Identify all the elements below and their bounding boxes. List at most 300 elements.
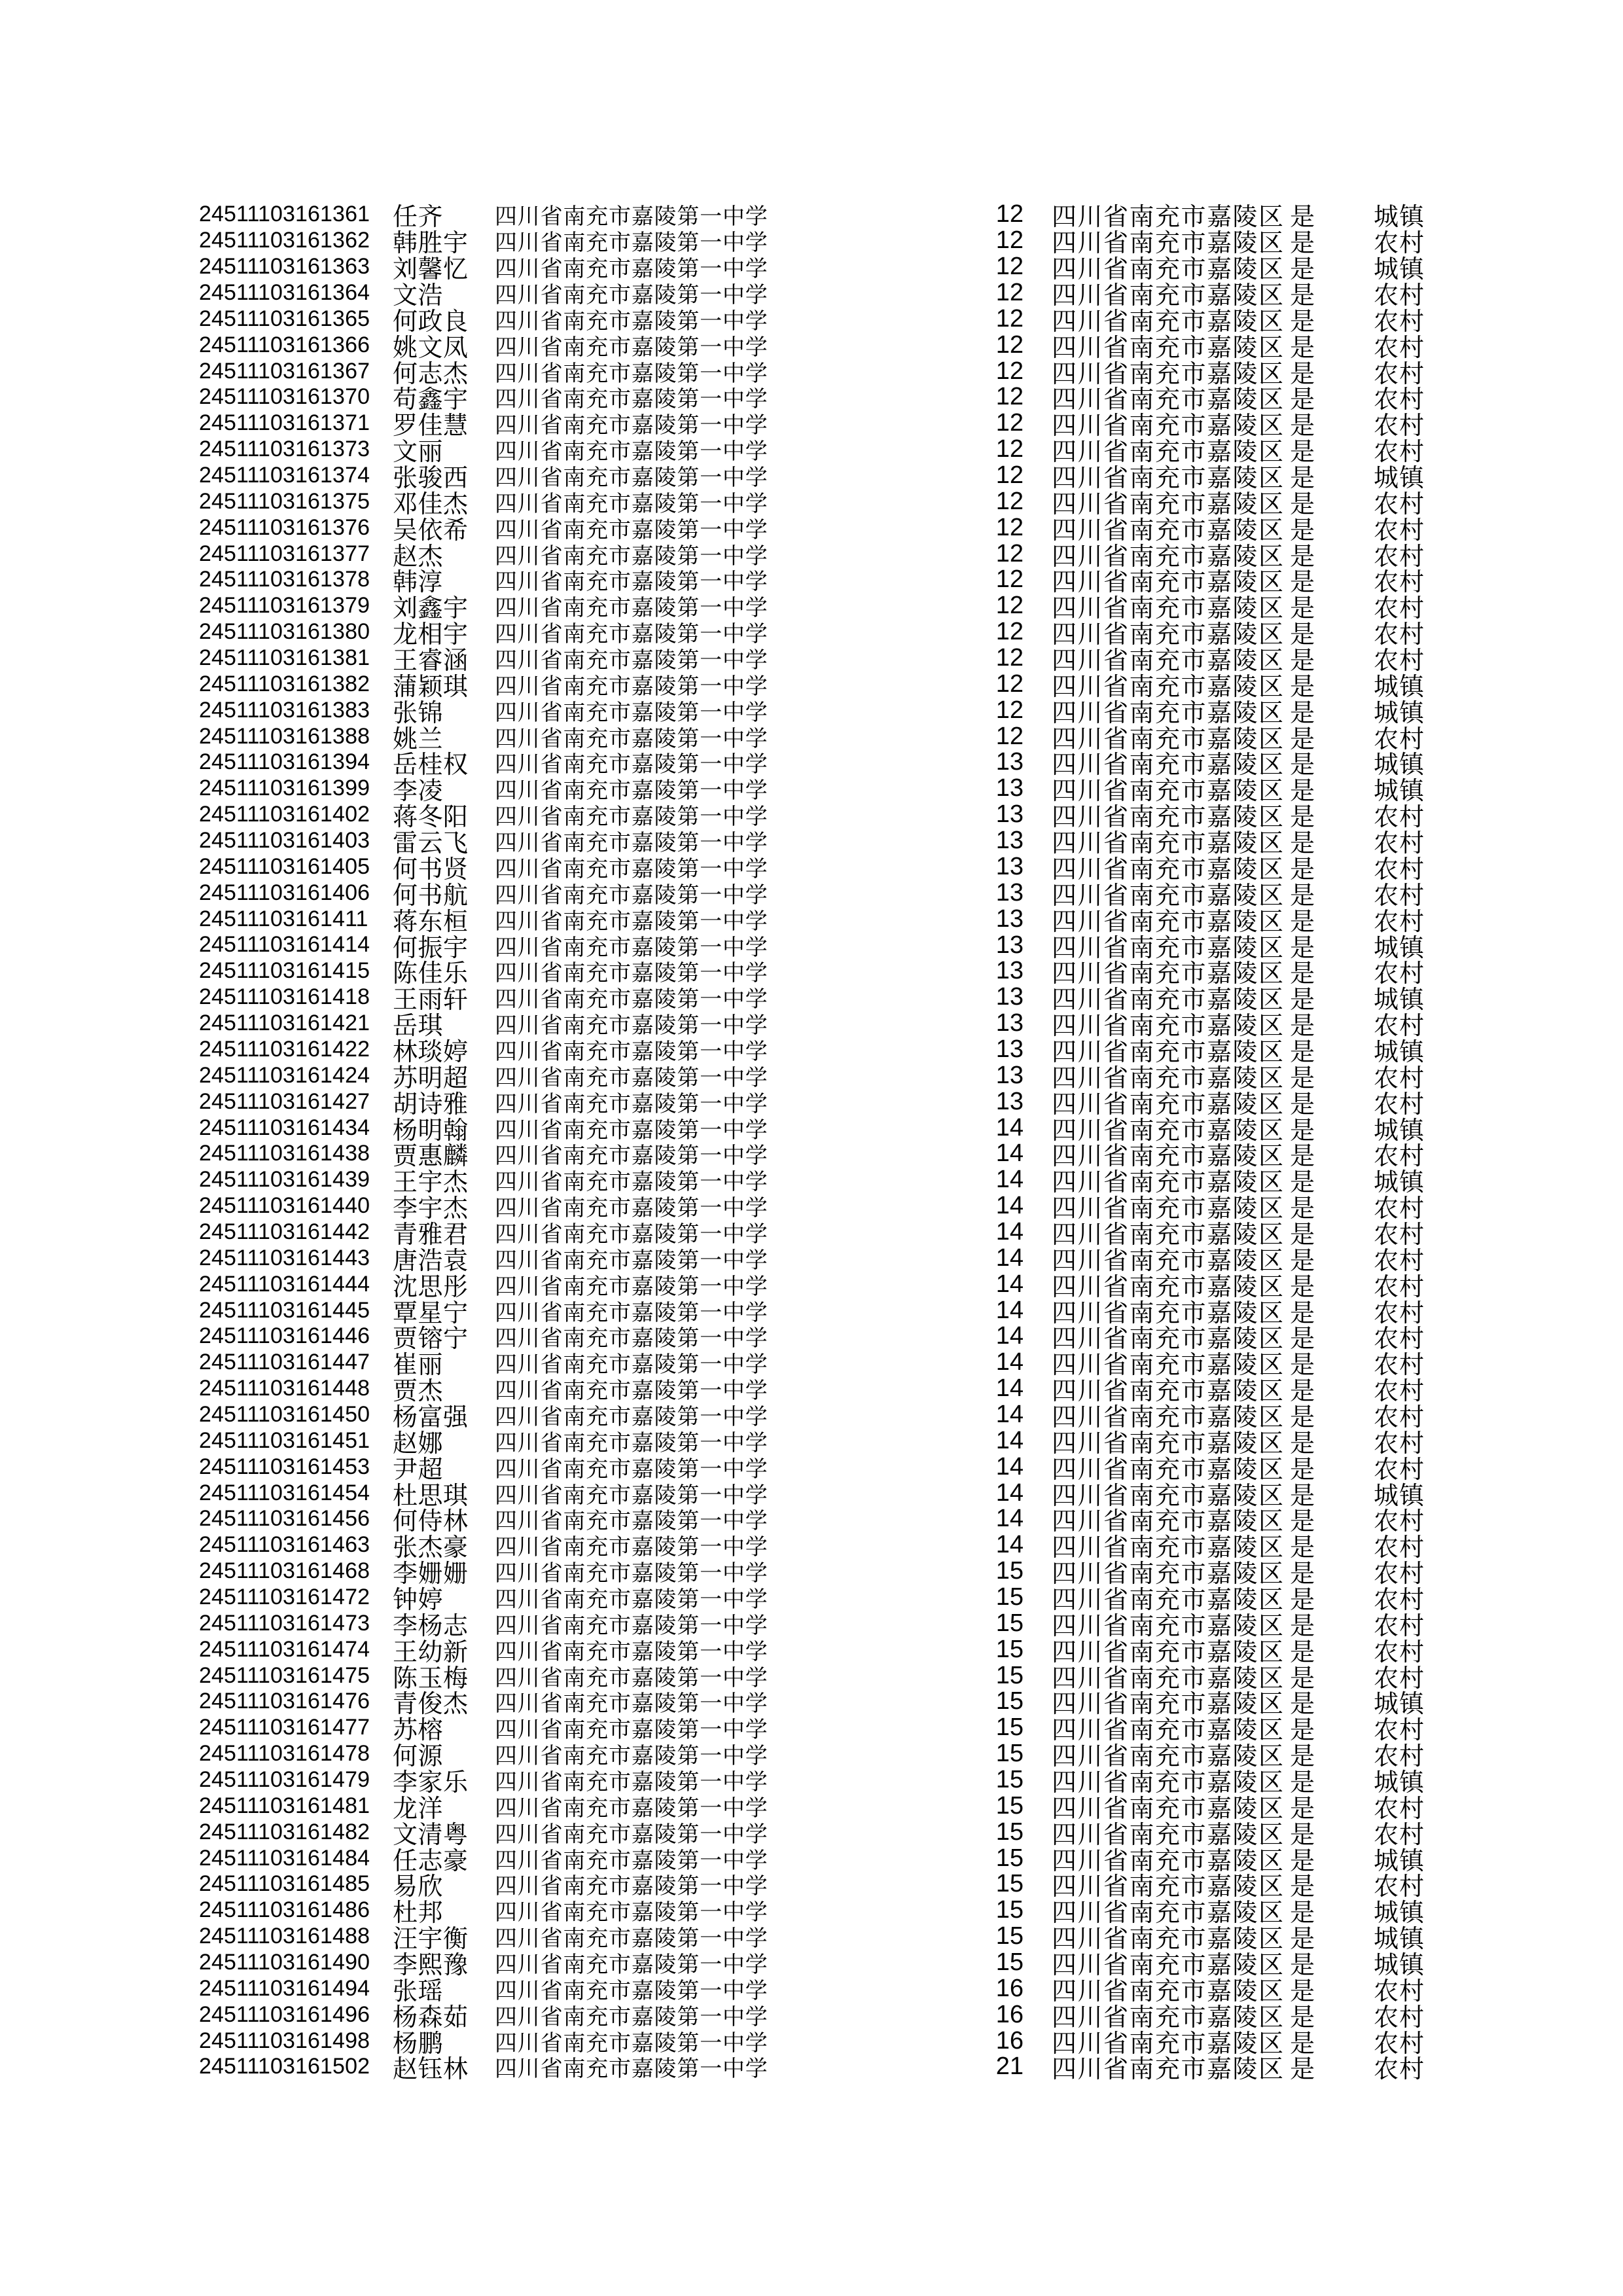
flag-cell: 是 <box>1290 1717 1315 1745</box>
flag-cell: 是 <box>1290 1560 1315 1588</box>
flag-cell: 是 <box>1290 1064 1315 1092</box>
exam-id-cell: 24511103161485 <box>199 1871 370 1897</box>
residence-cell: 农村 <box>1374 386 1425 414</box>
exam-id-cell: 24511103161361 <box>199 202 370 227</box>
school-cell: 四川省南充市嘉陵第一中学 <box>495 1587 768 1612</box>
residence-cell: 农村 <box>1374 1586 1425 1614</box>
residence-cell: 农村 <box>1374 1560 1425 1588</box>
flag-cell: 是 <box>1290 334 1315 362</box>
district-cell: 四川省南充市嘉陵区 <box>1052 1743 1285 1771</box>
exam-id-cell: 24511103161406 <box>199 880 370 905</box>
residence-cell: 农村 <box>1374 308 1425 336</box>
exam-id-cell: 24511103161443 <box>199 1245 370 1270</box>
residence-cell: 农村 <box>1374 1325 1425 1354</box>
exam-id-cell: 24511103161498 <box>199 2028 370 2053</box>
student-name-cell: 杜邦 <box>393 1899 444 1928</box>
flag-cell: 是 <box>1290 751 1315 780</box>
school-cell: 四川省南充市嘉陵第一中学 <box>495 1457 768 1482</box>
exam-id-cell: 24511103161479 <box>199 1767 370 1792</box>
school-cell: 四川省南充市嘉陵第一中学 <box>495 1431 768 1456</box>
district-cell: 四川省南充市嘉陵区 <box>1052 1352 1285 1380</box>
flag-cell: 是 <box>1290 1482 1315 1510</box>
school-cell: 四川省南充市嘉陵第一中学 <box>495 622 768 647</box>
number-cell: 15 <box>995 1609 1024 1637</box>
school-cell: 四川省南充市嘉陵第一中学 <box>495 466 768 491</box>
student-name-cell: 李宇杰 <box>393 1195 469 1223</box>
student-name-cell: 任齐 <box>393 204 444 232</box>
district-cell: 四川省南充市嘉陵区 <box>1052 1325 1285 1354</box>
residence-cell: 农村 <box>1374 230 1425 258</box>
residence-cell: 农村 <box>1374 1143 1425 1171</box>
number-cell: 14 <box>995 1296 1024 1324</box>
student-name-cell: 蒲颖琪 <box>393 673 469 701</box>
exam-id-cell: 24511103161378 <box>199 567 370 592</box>
district-cell: 四川省南充市嘉陵区 <box>1052 1873 1285 1901</box>
school-cell: 四川省南充市嘉陵第一中学 <box>495 257 768 282</box>
exam-id-cell: 24511103161482 <box>199 1819 370 1844</box>
number-cell: 15 <box>995 1766 1024 1793</box>
number-cell: 15 <box>995 1844 1024 1872</box>
number-cell: 12 <box>995 200 1024 228</box>
residence-cell: 农村 <box>1374 439 1425 467</box>
number-cell: 15 <box>995 1948 1024 1977</box>
residence-cell: 城镇 <box>1374 204 1425 232</box>
flag-cell: 是 <box>1290 621 1315 649</box>
residence-cell: 农村 <box>1374 1221 1425 1249</box>
residence-cell: 农村 <box>1374 1378 1425 1406</box>
district-cell: 四川省南充市嘉陵区 <box>1052 516 1285 545</box>
student-name-cell: 何侍林 <box>393 1508 469 1536</box>
number-cell: 15 <box>995 1661 1024 1689</box>
exam-id-cell: 24511103161473 <box>199 1610 370 1636</box>
student-name-cell: 杨鹏 <box>393 2030 444 2058</box>
residence-cell: 城镇 <box>1374 1899 1425 1928</box>
number-cell: 13 <box>995 957 1024 985</box>
number-cell: 13 <box>995 1035 1024 1063</box>
student-name-cell: 杨森茹 <box>393 2003 469 2032</box>
residence-cell: 农村 <box>1374 360 1425 388</box>
flag-cell: 是 <box>1290 1795 1315 1823</box>
school-cell: 四川省南充市嘉陵第一中学 <box>495 1640 768 1664</box>
residence-cell: 农村 <box>1374 1873 1425 1901</box>
district-cell: 四川省南充市嘉陵区 <box>1052 804 1285 832</box>
student-name-cell: 任志豪 <box>393 1847 469 1875</box>
district-cell: 四川省南充市嘉陵区 <box>1052 1534 1285 1562</box>
exam-id-cell: 24511103161371 <box>199 410 370 436</box>
school-cell: 四川省南充市嘉陵第一中学 <box>495 753 768 778</box>
residence-cell: 农村 <box>1374 1429 1425 1458</box>
district-cell: 四川省南充市嘉陵区 <box>1052 204 1285 232</box>
exam-id-cell: 24511103161445 <box>199 1297 370 1323</box>
residence-cell: 农村 <box>1374 804 1425 832</box>
student-name-cell: 岳琪 <box>393 1013 444 1041</box>
flag-cell: 是 <box>1290 673 1315 701</box>
flag-cell: 是 <box>1290 412 1315 440</box>
number-cell: 21 <box>995 2053 1024 2081</box>
district-cell: 四川省南充市嘉陵区 <box>1052 1429 1285 1458</box>
school-cell: 四川省南充市嘉陵第一中学 <box>495 1953 768 1978</box>
school-cell: 四川省南充市嘉陵第一中学 <box>495 231 768 256</box>
district-cell: 四川省南充市嘉陵区 <box>1052 1612 1285 1640</box>
school-cell: 四川省南充市嘉陵第一中学 <box>495 1144 768 1169</box>
number-cell: 12 <box>995 461 1024 490</box>
district-cell: 四川省南充市嘉陵区 <box>1052 360 1285 388</box>
school-cell: 四川省南充市嘉陵第一中学 <box>495 831 768 856</box>
exam-id-cell: 24511103161446 <box>199 1323 370 1349</box>
student-name-cell: 韩胜宇 <box>393 230 469 258</box>
residence-cell: 城镇 <box>1374 699 1425 727</box>
residence-cell: 农村 <box>1374 830 1425 858</box>
flag-cell: 是 <box>1290 543 1315 571</box>
student-name-cell: 罗佳慧 <box>393 412 469 440</box>
residence-cell: 农村 <box>1374 1743 1425 1771</box>
student-name-cell: 胡诗雅 <box>393 1090 469 1119</box>
exam-id-cell: 24511103161481 <box>199 1793 370 1818</box>
school-cell: 四川省南充市嘉陵第一中学 <box>495 1353 768 1378</box>
district-cell: 四川省南充市嘉陵区 <box>1052 882 1285 910</box>
residence-cell: 农村 <box>1374 1795 1425 1823</box>
student-name-cell: 李凌 <box>393 778 444 806</box>
student-name-cell: 刘鑫宇 <box>393 595 469 623</box>
number-cell: 13 <box>995 983 1024 1011</box>
exam-id-cell: 24511103161388 <box>199 723 370 749</box>
exam-id-cell: 24511103161448 <box>199 1376 370 1401</box>
school-cell: 四川省南充市嘉陵第一中学 <box>495 1979 768 2003</box>
residence-cell: 农村 <box>1374 490 1425 518</box>
residence-cell: 城镇 <box>1374 1482 1425 1510</box>
district-cell: 四川省南充市嘉陵区 <box>1052 490 1285 518</box>
exam-id-cell: 24511103161377 <box>199 541 370 566</box>
number-cell: 15 <box>995 1870 1024 1898</box>
exam-id-cell: 24511103161366 <box>199 332 370 357</box>
exam-id-cell: 24511103161451 <box>199 1427 370 1453</box>
residence-cell: 农村 <box>1374 1612 1425 1640</box>
number-cell: 16 <box>995 2000 1024 2028</box>
district-cell: 四川省南充市嘉陵区 <box>1052 1717 1285 1745</box>
student-name-cell: 易欣 <box>393 1873 444 1901</box>
flag-cell: 是 <box>1290 1299 1315 1327</box>
school-cell: 四川省南充市嘉陵第一中学 <box>495 1170 768 1195</box>
residence-cell: 农村 <box>1374 569 1425 597</box>
flag-cell: 是 <box>1290 908 1315 936</box>
district-cell: 四川省南充市嘉陵区 <box>1052 439 1285 467</box>
school-cell: 四川省南充市嘉陵第一中学 <box>495 361 768 386</box>
student-name-cell: 李姗姗 <box>393 1560 469 1588</box>
number-cell: 14 <box>995 1374 1024 1403</box>
district-cell: 四川省南充市嘉陵区 <box>1052 282 1285 310</box>
flag-cell: 是 <box>1290 1195 1315 1223</box>
residence-cell: 农村 <box>1374 543 1425 571</box>
flag-cell: 是 <box>1290 1117 1315 1145</box>
school-cell: 四川省南充市嘉陵第一中学 <box>495 1274 768 1299</box>
student-name-cell: 何源 <box>393 1743 444 1771</box>
residence-cell: 农村 <box>1374 1403 1425 1431</box>
school-cell: 四川省南充市嘉陵第一中学 <box>495 544 768 569</box>
number-cell: 12 <box>995 487 1024 515</box>
school-cell: 四川省南充市嘉陵第一中学 <box>495 283 768 308</box>
student-name-cell: 贾杰 <box>393 1378 444 1406</box>
school-cell: 四川省南充市嘉陵第一中学 <box>495 1692 768 1717</box>
number-cell: 16 <box>995 2026 1024 2054</box>
number-cell: 14 <box>995 1217 1024 1246</box>
number-cell: 15 <box>995 1922 1024 1950</box>
number-cell: 14 <box>995 1270 1024 1298</box>
number-cell: 12 <box>995 279 1024 307</box>
flag-cell: 是 <box>1290 386 1315 414</box>
flag-cell: 是 <box>1290 1534 1315 1562</box>
district-cell: 四川省南充市嘉陵区 <box>1052 1038 1285 1066</box>
residence-cell: 农村 <box>1374 1977 1425 2005</box>
exam-id-cell: 24511103161488 <box>199 1924 370 1949</box>
flag-cell: 是 <box>1290 804 1315 832</box>
student-name-cell: 杜思琪 <box>393 1482 469 1510</box>
flag-cell: 是 <box>1290 439 1315 467</box>
number-cell: 13 <box>995 1009 1024 1037</box>
school-cell: 四川省南充市嘉陵第一中学 <box>495 1039 768 1064</box>
residence-cell: 农村 <box>1374 1352 1425 1380</box>
flag-cell: 是 <box>1290 282 1315 310</box>
student-name-cell: 青雅君 <box>393 1221 469 1249</box>
exam-id-cell: 24511103161442 <box>199 1219 370 1244</box>
residence-cell: 农村 <box>1374 412 1425 440</box>
school-cell: 四川省南充市嘉陵第一中学 <box>495 909 768 934</box>
residence-cell: 农村 <box>1374 1195 1425 1223</box>
school-cell: 四川省南充市嘉陵第一中学 <box>495 700 768 725</box>
school-cell: 四川省南充市嘉陵第一中学 <box>495 1874 768 1899</box>
residence-cell: 农村 <box>1374 2003 1425 2032</box>
exam-id-cell: 24511103161364 <box>199 280 370 305</box>
school-cell: 四川省南充市嘉陵第一中学 <box>495 2031 768 2056</box>
student-name-cell: 王睿涵 <box>393 647 469 675</box>
school-cell: 四川省南充市嘉陵第一中学 <box>495 1718 768 1743</box>
flag-cell: 是 <box>1290 1821 1315 1849</box>
district-cell: 四川省南充市嘉陵区 <box>1052 595 1285 623</box>
number-cell: 13 <box>995 1087 1024 1115</box>
number-cell: 15 <box>995 1713 1024 1742</box>
flag-cell: 是 <box>1290 986 1315 1014</box>
district-cell: 四川省南充市嘉陵区 <box>1052 725 1285 753</box>
flag-cell: 是 <box>1290 595 1315 623</box>
district-cell: 四川省南充市嘉陵区 <box>1052 465 1285 493</box>
school-cell: 四川省南充市嘉陵第一中学 <box>495 1379 768 1404</box>
exam-id-cell: 24511103161379 <box>199 593 370 619</box>
school-cell: 四川省南充市嘉陵第一中学 <box>495 414 768 439</box>
exam-id-cell: 24511103161362 <box>199 228 370 253</box>
exam-id-cell: 24511103161472 <box>199 1584 370 1609</box>
student-name-cell: 张锦 <box>393 699 444 727</box>
number-cell: 14 <box>995 1505 1024 1533</box>
flag-cell: 是 <box>1290 1378 1315 1406</box>
exam-id-cell: 24511103161414 <box>199 932 370 958</box>
number-cell: 14 <box>995 1348 1024 1376</box>
exam-id-cell: 24511103161402 <box>199 802 370 827</box>
exam-id-cell: 24511103161444 <box>199 1271 370 1297</box>
flag-cell: 是 <box>1290 1847 1315 1875</box>
school-cell: 四川省南充市嘉陵第一中学 <box>495 205 768 230</box>
flag-cell: 是 <box>1290 1352 1315 1380</box>
flag-cell: 是 <box>1290 1586 1315 1614</box>
student-name-cell: 王宇杰 <box>393 1169 469 1197</box>
number-cell: 12 <box>995 722 1024 750</box>
district-cell: 四川省南充市嘉陵区 <box>1052 2030 1285 2058</box>
number-cell: 14 <box>995 1452 1024 1480</box>
number-cell: 14 <box>995 1426 1024 1454</box>
residence-cell: 农村 <box>1374 960 1425 988</box>
school-cell: 四川省南充市嘉陵第一中学 <box>495 649 768 673</box>
residence-cell: 农村 <box>1374 282 1425 310</box>
district-cell: 四川省南充市嘉陵区 <box>1052 1560 1285 1588</box>
district-cell: 四川省南充市嘉陵区 <box>1052 2003 1285 2032</box>
school-cell: 四川省南充市嘉陵第一中学 <box>495 1770 768 1795</box>
school-cell: 四川省南充市嘉陵第一中学 <box>495 1222 768 1247</box>
residence-cell: 农村 <box>1374 1508 1425 1536</box>
exam-id-cell: 24511103161403 <box>199 828 370 853</box>
residence-cell: 农村 <box>1374 1717 1425 1745</box>
district-cell: 四川省南充市嘉陵区 <box>1052 543 1285 571</box>
flag-cell: 是 <box>1290 1638 1315 1666</box>
residence-cell: 城镇 <box>1374 1038 1425 1066</box>
school-cell: 四川省南充市嘉陵第一中学 <box>495 779 768 804</box>
number-cell: 13 <box>995 905 1024 933</box>
number-cell: 12 <box>995 331 1024 359</box>
number-cell: 13 <box>995 800 1024 829</box>
student-table <box>0 200 1623 2084</box>
flag-cell: 是 <box>1290 1247 1315 1275</box>
district-cell: 四川省南充市嘉陵区 <box>1052 1247 1285 1275</box>
flag-cell: 是 <box>1290 360 1315 388</box>
flag-cell: 是 <box>1290 569 1315 597</box>
residence-cell: 农村 <box>1374 1638 1425 1666</box>
residence-cell: 农村 <box>1374 1821 1425 1849</box>
student-name-cell: 赵杰 <box>393 543 444 571</box>
exam-id-cell: 24511103161367 <box>199 358 370 384</box>
exam-id-cell: 24511103161383 <box>199 697 370 723</box>
district-cell: 四川省南充市嘉陵区 <box>1052 1456 1285 1484</box>
district-cell: 四川省南充市嘉陵区 <box>1052 1638 1285 1666</box>
residence-cell: 城镇 <box>1374 778 1425 806</box>
student-name-cell: 张瑶 <box>393 1977 444 2005</box>
residence-cell: 农村 <box>1374 647 1425 675</box>
school-cell: 四川省南充市嘉陵第一中学 <box>495 1562 768 1587</box>
school-cell: 四川省南充市嘉陵第一中学 <box>495 1744 768 1769</box>
school-cell: 四川省南充市嘉陵第一中学 <box>495 674 768 699</box>
residence-cell: 农村 <box>1374 1299 1425 1327</box>
residence-cell: 城镇 <box>1374 1769 1425 1797</box>
school-cell: 四川省南充市嘉陵第一中学 <box>495 1300 768 1325</box>
district-cell: 四川省南充市嘉陵区 <box>1052 1169 1285 1197</box>
district-cell: 四川省南充市嘉陵区 <box>1052 1221 1285 1249</box>
flag-cell: 是 <box>1290 1038 1315 1066</box>
student-name-cell: 沈思彤 <box>393 1273 469 1301</box>
district-cell: 四川省南充市嘉陵区 <box>1052 1769 1285 1797</box>
exam-id-cell: 24511103161478 <box>199 1741 370 1767</box>
flag-cell: 是 <box>1290 516 1315 545</box>
student-name-cell: 尹超 <box>393 1456 444 1484</box>
student-name-cell: 李杨志 <box>393 1612 469 1640</box>
flag-cell: 是 <box>1290 1926 1315 1954</box>
student-name-cell: 青俊杰 <box>393 1691 469 1719</box>
exam-id-cell: 24511103161411 <box>199 906 368 931</box>
number-cell: 15 <box>995 1687 1024 1715</box>
school-cell: 四川省南充市嘉陵第一中学 <box>495 1848 768 1873</box>
number-cell: 15 <box>995 1740 1024 1768</box>
flag-cell: 是 <box>1290 778 1315 806</box>
exam-id-cell: 24511103161475 <box>199 1662 370 1688</box>
number-cell: 15 <box>995 1896 1024 1924</box>
flag-cell: 是 <box>1290 699 1315 727</box>
exam-id-cell: 24511103161418 <box>199 984 370 1010</box>
district-cell: 四川省南充市嘉陵区 <box>1052 569 1285 597</box>
flag-cell: 是 <box>1290 465 1315 493</box>
exam-id-cell: 24511103161381 <box>199 645 370 671</box>
student-name-cell: 汪宇衡 <box>393 1926 469 1954</box>
number-cell: 14 <box>995 1479 1024 1507</box>
district-cell: 四川省南充市嘉陵区 <box>1052 1195 1285 1223</box>
student-name-cell: 陈佳乐 <box>393 960 469 988</box>
exam-id-cell: 24511103161494 <box>199 1975 370 2001</box>
student-name-cell: 何志杰 <box>393 360 469 388</box>
school-cell: 四川省南充市嘉陵第一中学 <box>495 335 768 360</box>
number-cell: 14 <box>995 1166 1024 1194</box>
number-cell: 12 <box>995 565 1024 594</box>
school-cell: 四川省南充市嘉陵第一中学 <box>495 1509 768 1534</box>
flag-cell: 是 <box>1290 1691 1315 1719</box>
exam-id-cell: 24511103161476 <box>199 1689 370 1714</box>
exam-id-cell: 24511103161427 <box>199 1088 370 1114</box>
school-cell: 四川省南充市嘉陵第一中学 <box>495 1927 768 1952</box>
student-name-cell: 赵钰林 <box>393 2056 469 2084</box>
number-cell: 15 <box>995 1791 1024 1820</box>
number-cell: 13 <box>995 878 1024 906</box>
student-name-cell: 苏明超 <box>393 1064 469 1092</box>
flag-cell: 是 <box>1290 1612 1315 1640</box>
table-row <box>0 2053 1623 2084</box>
residence-cell: 农村 <box>1374 1247 1425 1275</box>
flag-cell: 是 <box>1290 308 1315 336</box>
residence-cell: 城镇 <box>1374 1926 1425 1954</box>
exam-id-cell: 24511103161490 <box>199 1950 370 1975</box>
student-name-cell: 姚兰 <box>393 725 444 753</box>
number-cell: 15 <box>995 1635 1024 1663</box>
exam-id-cell: 24511103161415 <box>199 958 370 984</box>
flag-cell: 是 <box>1290 1977 1315 2005</box>
student-name-cell: 龙洋 <box>393 1795 444 1823</box>
student-name-cell: 刘馨忆 <box>393 256 469 284</box>
student-name-cell: 贾惠麟 <box>393 1143 469 1171</box>
exam-id-cell: 24511103161363 <box>199 254 370 279</box>
exam-id-cell: 24511103161438 <box>199 1141 370 1166</box>
flag-cell: 是 <box>1290 490 1315 518</box>
number-cell: 15 <box>995 1583 1024 1611</box>
number-cell: 14 <box>995 1322 1024 1350</box>
exam-id-cell: 24511103161424 <box>199 1062 370 1088</box>
school-cell: 四川省南充市嘉陵第一中学 <box>495 805 768 830</box>
residence-cell: 城镇 <box>1374 751 1425 780</box>
flag-cell: 是 <box>1290 725 1315 753</box>
residence-cell: 城镇 <box>1374 934 1425 962</box>
exam-id-cell: 24511103161454 <box>199 1480 370 1505</box>
district-cell: 四川省南充市嘉陵区 <box>1052 621 1285 649</box>
school-cell: 四川省南充市嘉陵第一中学 <box>495 1196 768 1221</box>
flag-cell: 是 <box>1290 2003 1315 2032</box>
exam-id-cell: 24511103161456 <box>199 1506 370 1532</box>
number-cell: 14 <box>995 1113 1024 1141</box>
residence-cell: 农村 <box>1374 1273 1425 1301</box>
number-cell: 12 <box>995 618 1024 646</box>
number-cell: 16 <box>995 1974 1024 2002</box>
district-cell: 四川省南充市嘉陵区 <box>1052 986 1285 1014</box>
residence-cell: 农村 <box>1374 621 1425 649</box>
